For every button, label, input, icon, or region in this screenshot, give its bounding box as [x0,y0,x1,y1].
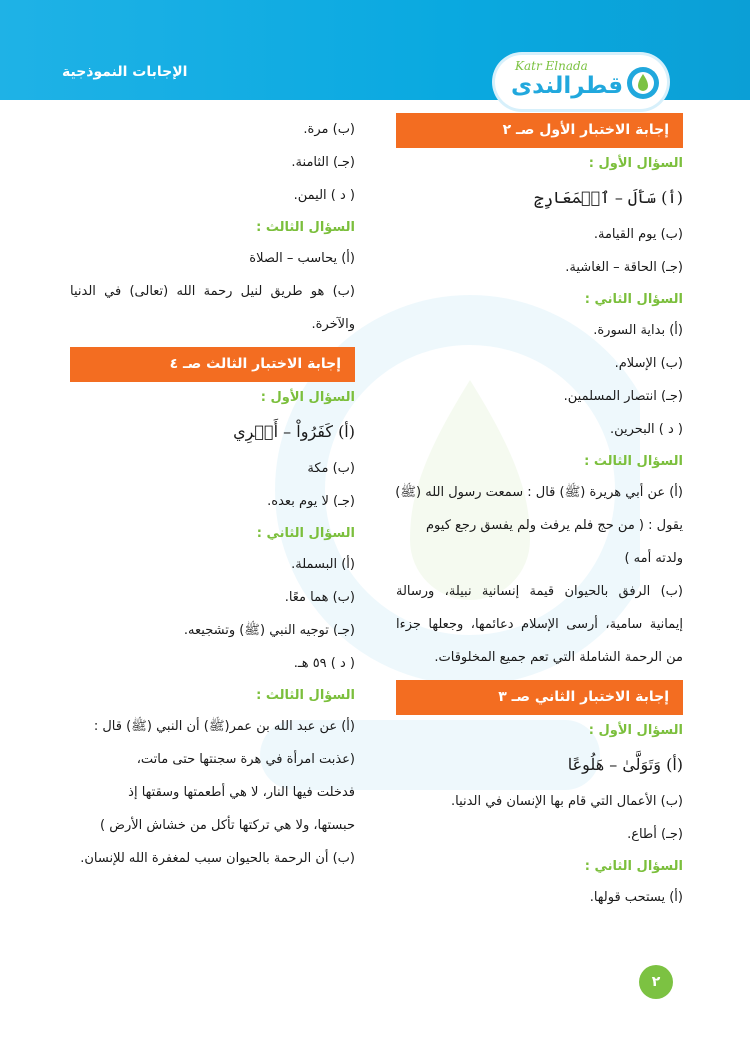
test1-q3-answer-a-line2: يقول : ( من حج فلم يرفث ولم يفسق رجع كيوم [426,518,683,533]
test2-banner: إجابة الاختبار الثاني صـ ٣ [396,680,683,715]
test1-q1-answer-c: (جـ) الحاقة – الغاشية. [565,260,683,275]
test1-q2-answer-c: (جـ) انتصار المسلمين. [563,389,683,404]
test1-q2-answer-a: (أ) بداية السورة. [593,323,683,338]
test2-q1-answer-b: (ب) الأعمال التي قام بها الإنسان في الدنيا. [451,794,683,809]
test3-q1-heading: السؤال الأول : [260,390,355,405]
test3-q3-answer-a-line4: حبستها، ولا هي تركتها تأكل من خشاش الأرض ) [100,818,355,833]
left-column [70,113,355,875]
test2-q1-answer-c: (جـ) أطاع. [627,827,683,842]
test2-q2-answer-b: (ب) مرة. [303,122,355,137]
test3-q2-answer-a: (أ) البسملة. [291,557,355,572]
test3-q2-answer-c: (جـ) توجيه النبي (ﷺ) وتشجيعه. [183,623,355,638]
test2-q2-answer-c: (جـ) الثامنة. [291,155,355,170]
test3-q3-answer-a-line1: (أ) عن عبد الله بن عمر(ﷺ) أن النبي (ﷺ) قال : [93,719,355,734]
test2-q3-answer-b: (ب) هو طريق لنيل رحمة الله (تعالى) في الدنيا والآخرة. [70,284,355,332]
test1-q2-answer-d: ( د ) البحرين. [609,422,683,437]
test1-q2-heading: السؤال الثاني : [584,292,683,307]
test1-q1-heading: السؤال الأول : [588,156,683,171]
test3-q1-answer-a: (أ) كَفَرُواْ – أَمۡرِي [233,422,355,441]
test2-q3-heading: السؤال الثالث : [256,220,355,235]
test2-q2-answer-d: ( د ) اليمن. [293,188,355,203]
test1-q2-answer-b: (ب) الإسلام. [614,356,683,371]
test2-q1-heading: السؤال الأول : [588,723,683,738]
page-number: ٢ [639,965,673,999]
test3-q3-answer-a-line2: (عذبت امرأة في هرة سجنتها حتى ماتت، [136,752,355,767]
test2-q3-answer-a: (أ) يحاسب – الصلاة [249,251,355,266]
test3-banner: إجابة الاختبار الثالث صـ ٤ [70,347,355,382]
test3-q2-answer-b: (ب) هما معًا. [284,590,355,605]
water-drop-icon [625,63,661,101]
test2-q1-answer-a: (أ) وَتَوَلَّىٰ – هَلُوعًا [567,755,683,774]
test3-q1-answer-c: (جـ) لا يوم بعده. [267,494,355,509]
test3-q2-heading: السؤال الثاني : [256,526,355,541]
brand-logo [495,55,667,109]
test1-q3-answer-a-line3: ولدته أمه ) [624,551,683,566]
test1-q3-answer-b: (ب) الرفق بالحيوان قيمة إنسانية نبيلة، ورسالة إيمانية سامية، أرسى الإسلام دعائمها، وجعلها جزءا من الرحمة الشاملة التي تعم جميع المخلوقات. [396,584,683,665]
right-column [396,113,683,914]
test1-banner: إجابة الاختبار الأول صـ ٢ [396,113,683,148]
test1-q1-answer-b: (ب) يوم القيامة. [593,227,683,242]
test3-q3-answer-a-line3: فدخلت فيها النار، لا هي أطعمتها وسقتها إذ [128,785,355,800]
test2-q2-answer-a: (أ) يستحب قولها. [589,890,683,905]
test1-q3-answer-a-line1: (أ) عن أبي هريرة (ﷺ) قال : سمعت رسول الله (ﷺ) [395,485,683,500]
test3-q3-heading: السؤال الثالث : [256,688,355,703]
test3-q1-answer-b: (ب) مكة [307,461,355,476]
test3-q3-answer-b: (ب) أن الرحمة بالحيوان سبب لمغفرة الله للإنسان. [80,851,355,866]
test1-q1-answer-a: (أ) سَأَلَ – ٱلۡمَعَارِجِ [534,188,683,207]
test1-q3-heading: السؤال الثالث : [584,454,683,469]
test3-q2-answer-d: ( د ) ٥٩ هـ. [293,656,355,671]
logo-arabic-text: قطرالندى [511,73,624,99]
logo-latin-text: Katr Elnada [515,59,588,73]
header-title: الإجابات النموذجية [62,64,188,80]
test2-q2-heading: السؤال الثاني : [584,859,683,874]
